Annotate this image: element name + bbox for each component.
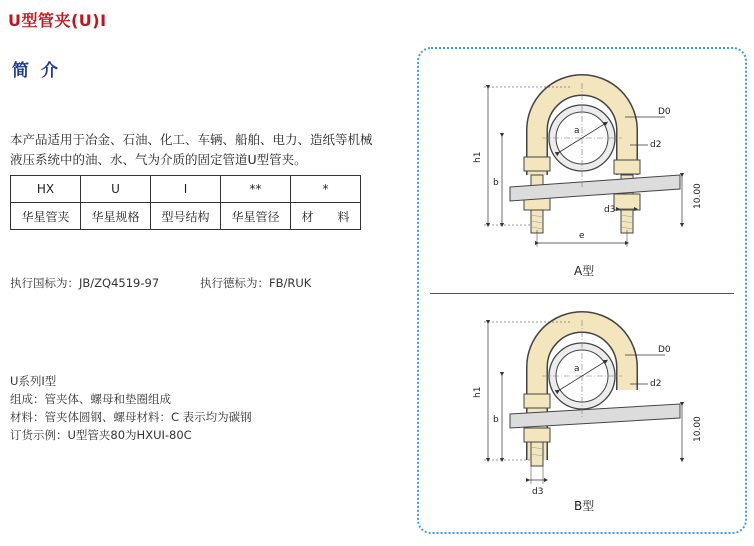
label-10: 10.00 <box>693 183 703 209</box>
series-order-example: 订货示例：U型管夹80为HXUⅠ-80C <box>10 428 192 442</box>
spec-table <box>10 175 361 230</box>
spec-code-row <box>11 176 361 203</box>
caption-type-a: A型 <box>574 264 595 278</box>
spec-label: 华星管夹 <box>11 203 81 230</box>
page-title: U型管夹(U)Ⅰ <box>8 11 107 30</box>
intro-heading: 简介 <box>12 61 70 81</box>
label-10: 10.00 <box>693 416 703 442</box>
label-h1: h1 <box>473 386 483 398</box>
label-d0: D0 <box>658 345 671 355</box>
label-b: b <box>493 178 499 188</box>
type-b-diagram <box>460 310 703 500</box>
national-standard: 执行国标为：JB/ZQ4519-97 <box>10 276 160 290</box>
label-d2: d2 <box>650 379 662 389</box>
product-description: 本产品适用于冶金、石油、化工、车辆、船舶、电力、造纸等机械液压系统中的油、水、气为介质的固定管道U型管夹。 <box>10 132 373 167</box>
spec-label: 华星管径 <box>221 203 291 230</box>
spec-label: 型号结构 <box>151 203 221 230</box>
series-info <box>10 372 252 444</box>
spec-code: * <box>291 176 361 203</box>
spec-label: 华星规格 <box>81 203 151 230</box>
caption-type-b: B型 <box>574 499 595 513</box>
label-d0: D0 <box>658 107 671 117</box>
label-h1: h1 <box>473 151 483 163</box>
label-d2: d2 <box>650 140 662 150</box>
diagram-divider <box>430 293 734 294</box>
label-d3: d3 <box>604 205 616 215</box>
label-a: a <box>574 126 580 136</box>
label-a: a <box>574 364 580 374</box>
label-d3: d3 <box>532 487 544 497</box>
spec-code: U <box>81 176 151 203</box>
series-composition: 组成：管夹体、螺母和垫圈组成 <box>10 392 171 406</box>
spec-code: HX <box>11 176 81 203</box>
spec-label: 材 料 <box>291 203 361 230</box>
series-material: 材料：管夹体圆钢、螺母材料：C 表示均为碳钢 <box>10 410 252 424</box>
spec-code: Ⅰ <box>151 176 221 203</box>
label-e: e <box>579 231 585 241</box>
series-name: U系列Ⅰ型 <box>10 374 57 388</box>
spec-label-row <box>11 203 361 230</box>
type-a-diagram <box>460 75 703 260</box>
spec-code: ** <box>221 176 291 203</box>
label-b: b <box>493 415 499 425</box>
german-standard: 执行德标为：FB/RUK <box>200 276 312 290</box>
